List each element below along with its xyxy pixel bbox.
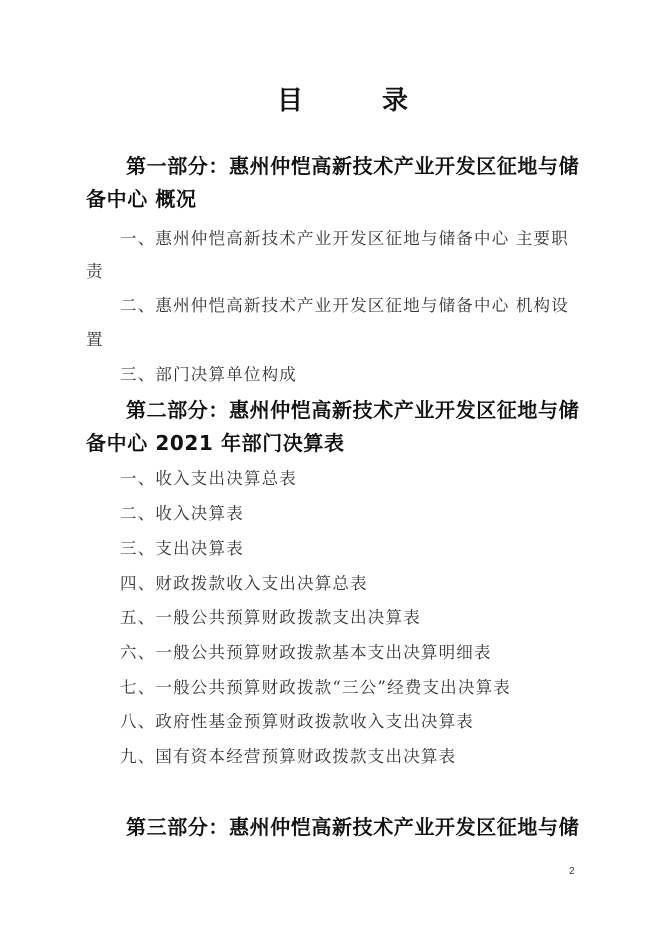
part-heading-line: 备中心 2021 年部门决算表 xyxy=(86,431,345,455)
toc-entry-2-1[interactable]: 一、收入支出决算总表 xyxy=(120,469,297,488)
toc-entry-2-9[interactable]: 九、国有资本经营预算财政拨款支出决算表 xyxy=(120,747,457,766)
toc-part-1-heading[interactable] xyxy=(86,150,580,216)
toc-part-3-heading[interactable] xyxy=(86,811,580,844)
part-heading-line: 第三部分：惠州仲恺高新技术产业开发区征地与储 xyxy=(126,815,580,839)
toc-title xyxy=(0,80,662,116)
toc-entry-2-8[interactable]: 八、政府性基金预算财政拨款收入支出决算表 xyxy=(120,712,474,731)
part-heading-line: 第二部分：惠州仲恺高新技术产业开发区征地与储 xyxy=(126,398,580,422)
toc-entry-2-3[interactable]: 三、支出决算表 xyxy=(120,539,244,558)
page-number: 2 xyxy=(569,866,575,877)
toc-entry-2-4[interactable]: 四、财政拨款收入支出决算总表 xyxy=(120,574,368,593)
toc-entry-1-2[interactable]: 二、惠州仲恺高新技术产业开发区征地与储备中心 机构设 xyxy=(120,296,569,315)
toc-title-char-1: 目 xyxy=(277,86,304,116)
toc-entry-2-7[interactable]: 七、一般公共预算财政拨款“三公”经费支出决算表 xyxy=(120,678,511,697)
toc-entry-2-2[interactable]: 二、收入决算表 xyxy=(120,504,244,523)
toc-title-char-2: 录 xyxy=(382,86,409,116)
part-heading-line: 备中心 概况 xyxy=(86,187,197,211)
part-heading-line: 第一部分：惠州仲恺高新技术产业开发区征地与储 xyxy=(126,154,580,178)
toc-entry-1-1[interactable]: 一、惠州仲恺高新技术产业开发区征地与储备中心 主要职 xyxy=(120,229,569,248)
toc-entry-1-1-continued[interactable]: 责 xyxy=(86,262,104,281)
toc-entry-1-2-continued[interactable]: 置 xyxy=(86,330,104,349)
toc-entry-2-6[interactable]: 六、一般公共预算财政拨款基本支出决算明细表 xyxy=(120,643,492,662)
toc-entry-2-5[interactable]: 五、一般公共预算财政拨款支出决算表 xyxy=(120,608,421,627)
toc-entry-1-3[interactable]: 三、部门决算单位构成 xyxy=(120,365,297,384)
toc-part-2-heading[interactable] xyxy=(86,394,580,460)
